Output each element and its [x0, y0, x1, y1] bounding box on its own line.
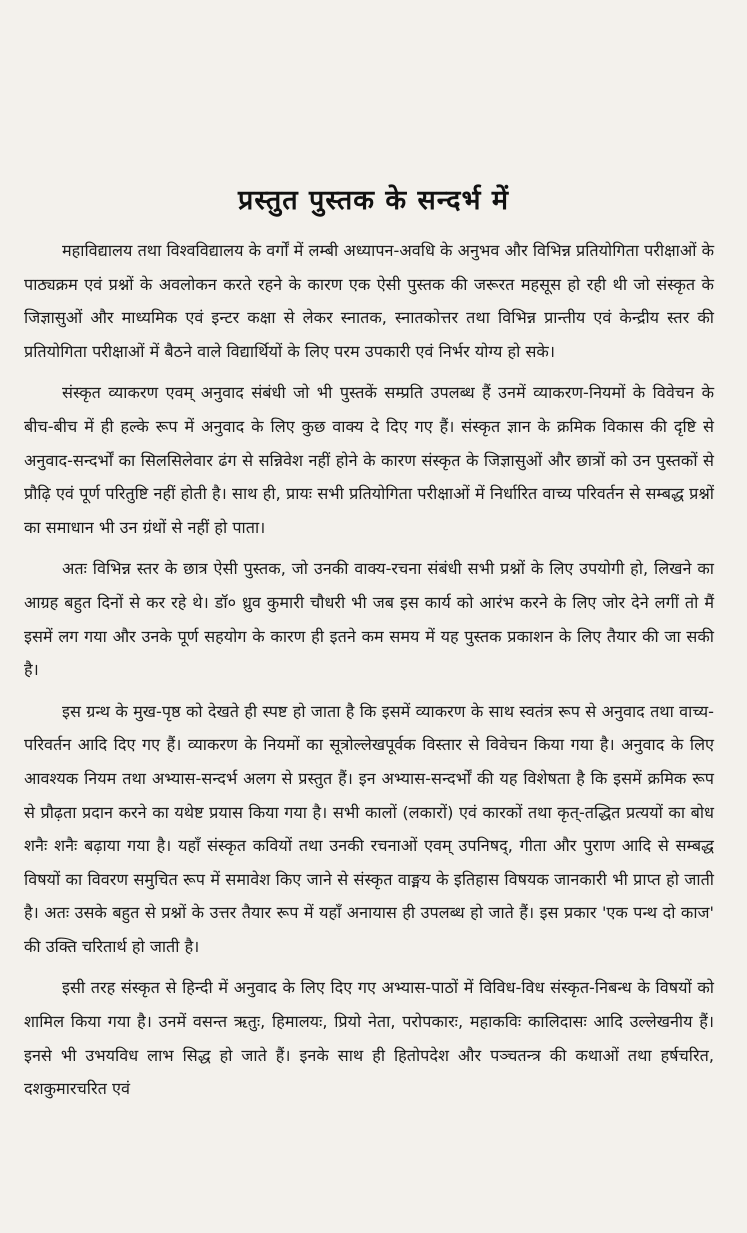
paragraph-4: इस ग्रन्थ के मुख-पृष्ठ को देखते ही स्पष्ट हो जाता है कि इसमें व्याकरण के साथ स्वतंत्र रूप से अनुवाद तथा वाच्य-परिवर्तन आदि दिए गए हैं। व्याकरण के नियमों का सूत्रोल्लेखपूर्वक विस्तार से विवेचन किया गया है। अनुवाद के लिए आवश्यक नियम तथा अभ्यास-सन्दर्भ अलग से प्रस्तुत हैं। इन अभ्यास-सन्दर्भों की यह विशेषता है कि इसमें क्रमिक रूप से प्रौढ़ता प्रदान करने का यथेष्ट प्रयास किया गया है। सभी कालों (लकारों) एवं कारकों तथा कृत्-तद्धित प्रत्ययों का बोध शनैः शनैः बढ़ाया गया है। यहाँ संस्कृत कवियों तथा उनकी रचनाओं एवम् उपनिषद्, गीता और पुराण आदि से सम्बद्ध विषयों का विवरण समुचित रूप में समावेश किए जाने से संस्कृत वाङ्मय के इतिहास विषयक जानकारी भी प्राप्त हो जाती है। अतः उसके बहुत से प्रश्नों के उत्तर तैयार रूप में यहाँ अनायास ही उपलब्ध हो जाते हैं। इस प्रकार 'एक पन्थ दो काज' की उक्ति चरितार्थ हो जाती है। [24, 701, 714, 956]
paragraph-3: अतः विभिन्न स्तर के छात्र ऐसी पुस्तक, जो उनकी वाक्य-रचना संबंधी सभी प्रश्नों के लिए उपयोगी हो, लिखने का आग्रह बहुत दिनों से कर रहे थे। डॉ० ध्रुव कुमारी चौधरी भी जब इस कार्य को आरंभ करने के लिए जोर देने लगीं तो मैं इसमें लग गया और उनके पूर्ण सहयोग के कारण ही इतने कम समय में यह पुस्तक प्रकाशन के लिए तैयार की जा सकी है। [24, 559, 714, 680]
paragraph-5: इसी तरह संस्कृत से हिन्दी में अनुवाद के लिए दिए गए अभ्यास-पाठों में विविध-विध संस्कृत-निबन्ध के विषयों को शामिल किया गया है। उनमें वसन्त ऋतुः, हिमालयः, प्रियो नेता, परोपकारः, महाकविः कालिदासः आदि उल्लेखनीय हैं। इनसे भी उभयविध लाभ सिद्ध हो जाते हैं। इनके साथ ही हितोपदेश और पञ्चतन्त्र की कथाओं तथा हर्षचरित, दशकुमारचरित एवं [24, 978, 714, 1099]
body-text [24, 234, 714, 1114]
paragraph-2: संस्कृत व्याकरण एवम् अनुवाद संबंधी जो भी पुस्तकें सम्प्रति उपलब्ध हैं उनमें व्याकरण-नियमों के विवेचन के बीच-बीच में ही हल्के रूप में अनुवाद के लिए कुछ वाक्य दे दिए गए हैं। संस्कृत ज्ञान के क्रमिक विकास की दृष्टि से अनुवाद-सन्दर्भों का सिलसिलेवार ढंग से सन्निवेश नहीं होने के कारण संस्कृत के जिज्ञासुओं और छात्रों को उन पुस्तकों से प्रौढ़ि एवं पूर्ण परितुष्टि नहीं होती है। साथ ही, प्रायः सभी प्रतियोगिता परीक्षाओं में निर्धारित वाच्य परिवर्तन से सम्बद्ध प्रश्नों का समाधान भी उन ग्रंथों से नहीं हो पाता। [24, 383, 714, 537]
paragraph-1: महाविद्यालय तथा विश्वविद्यालय के वर्गों में लम्बी अध्यापन-अवधि के अनुभव और विभिन्न प्रतियोगिता परीक्षाओं के पाठ्यक्रम एवं प्रश्नों के अवलोकन करते रहने के कारण एक ऐसी पुस्तक की जरूरत महसूस हो रही थी जो संस्कृत के जिज्ञासुओं और माध्यमिक एवं इन्टर कक्षा से लेकर स्नातक, स्नातकोत्तर तथा विभिन्न प्रान्तीय एवं केन्द्रीय स्तर की प्रतियोगिता परीक्षाओं में बैठने वाले विद्यार्थियों के लिए परम उपकारी एवं निर्भर योग्य हो सके। [24, 241, 714, 361]
page-title: प्रस्तुत पुस्तक के सन्दर्भ में [237, 185, 509, 216]
